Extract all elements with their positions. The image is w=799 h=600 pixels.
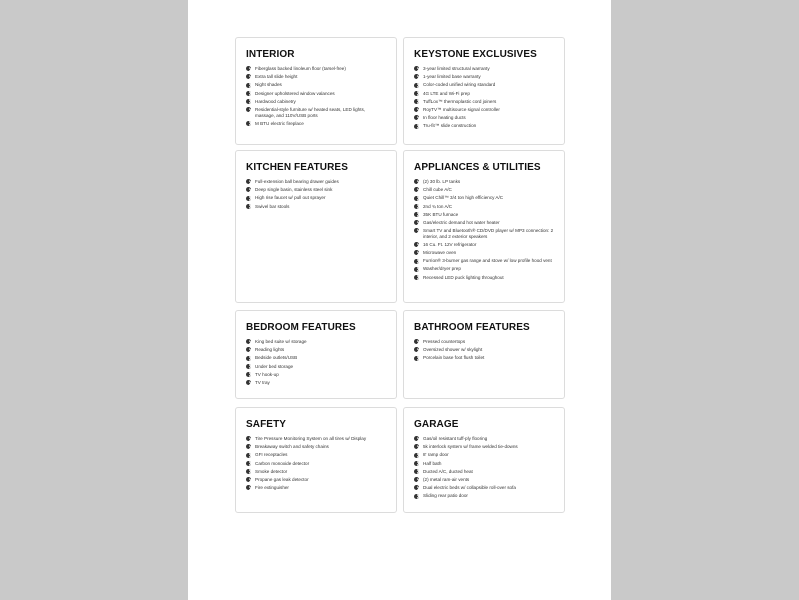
section-safety	[235, 407, 397, 513]
check-circle-icon	[414, 179, 419, 184]
list-item: Tru-fit™ slide construction	[414, 123, 554, 129]
check-circle-icon	[414, 356, 419, 361]
check-circle-icon	[246, 74, 251, 79]
list-item: Hardwood cabinetry	[246, 99, 386, 105]
list-item: High rise faucet w/ pull out sprayer	[246, 195, 386, 201]
list-item: Carbon monoxide detector	[246, 461, 386, 467]
check-circle-icon	[246, 477, 251, 482]
check-circle-icon	[246, 339, 251, 344]
list-item: 5k interlock system w/ frame welded tie-downs	[414, 444, 554, 450]
spec-sheet-page	[188, 0, 611, 600]
list-item: In floor heating ducts	[414, 115, 554, 121]
check-circle-icon	[414, 259, 419, 264]
section-title: BEDROOM FEATURES	[246, 322, 356, 333]
check-circle-icon	[414, 250, 419, 255]
check-circle-icon	[414, 339, 419, 344]
check-circle-icon	[414, 204, 419, 209]
list-item: King bed suite w/ storage	[246, 339, 386, 345]
list-item: TuffLox™ thermoplastic cord joiners	[414, 99, 554, 105]
feature-list	[414, 179, 554, 280]
list-item: 3-year limited structural warranty	[414, 66, 554, 72]
section-title: GARAGE	[414, 419, 459, 430]
check-circle-icon	[246, 372, 251, 377]
list-item: Reading lights	[246, 347, 386, 353]
check-circle-icon	[246, 204, 251, 209]
list-item: Propane gas leak detector	[246, 477, 386, 483]
section-bathroom-features	[403, 310, 565, 399]
section-title: BATHROOM FEATURES	[414, 322, 530, 333]
list-item: Microwave oven	[414, 250, 554, 256]
check-circle-icon	[414, 220, 419, 225]
check-circle-icon	[414, 267, 419, 272]
section-title: INTERIOR	[246, 49, 295, 60]
list-item: Residential-style furniture w/ heated seats, LED lights, massage, and 110V/USB ports	[246, 107, 386, 118]
check-circle-icon	[246, 364, 251, 369]
check-circle-icon	[414, 212, 419, 217]
section-bedroom-features	[235, 310, 397, 399]
list-item: 35K BTU furnace	[414, 212, 554, 218]
list-item: Gas/electric demand hot water heater	[414, 220, 554, 226]
list-item: Swivel bar stools	[246, 204, 386, 210]
list-item: Furrion® 3-burner gas range and stove w/ low profile hood vent	[414, 258, 554, 264]
check-circle-icon	[246, 453, 251, 458]
list-item: Quiet Chill™ 3/4 ton high efficiency A/C	[414, 195, 554, 201]
list-item: (2) 30 lb. LP tanks	[414, 179, 554, 185]
list-item: TV tray	[246, 380, 386, 386]
list-item: Bedside outlets/USB	[246, 355, 386, 361]
list-item: Pressed countertops	[414, 339, 554, 345]
list-item: GFI receptacles	[246, 452, 386, 458]
check-circle-icon	[246, 347, 251, 352]
section-title: SAFETY	[246, 419, 287, 430]
feature-list	[246, 339, 386, 386]
check-circle-icon	[414, 99, 419, 104]
check-circle-icon	[414, 107, 419, 112]
check-circle-icon	[414, 347, 419, 352]
check-circle-icon	[246, 91, 251, 96]
check-circle-icon	[414, 83, 419, 88]
list-item: M BTU electric fireplace	[246, 121, 386, 127]
list-item: Smoke detector	[246, 469, 386, 475]
list-item: 16 Cu. Ft. 12V refrigerator	[414, 242, 554, 248]
section-interior	[235, 37, 397, 145]
section-garage	[403, 407, 565, 513]
list-item: Extra tall slide height	[246, 74, 386, 80]
list-item: Fiberglass backed linoleum floor (tarsel-free)	[246, 66, 386, 72]
section-title: KEYSTONE EXCLUSIVES	[414, 49, 537, 60]
list-item: Washer/dryer prep	[414, 266, 554, 272]
list-item: 1-year limited base warranty	[414, 74, 554, 80]
check-circle-icon	[246, 83, 251, 88]
list-item: Dual electric beds w/ collapsible roll-over sofa	[414, 485, 554, 491]
check-circle-icon	[246, 380, 251, 385]
list-item: 8' ramp door	[414, 452, 554, 458]
check-circle-icon	[414, 436, 419, 441]
check-circle-icon	[414, 477, 419, 482]
list-item: Sliding rear patio door	[414, 493, 554, 499]
check-circle-icon	[414, 66, 419, 71]
feature-list	[246, 179, 386, 209]
check-circle-icon	[246, 485, 251, 490]
check-circle-icon	[246, 356, 251, 361]
check-circle-icon	[414, 453, 419, 458]
list-item: 4G LTE and Wi-Fi prep	[414, 91, 554, 97]
check-circle-icon	[414, 74, 419, 79]
list-item: Breakaway switch and safety chains	[246, 444, 386, 450]
feature-list	[246, 66, 386, 126]
check-circle-icon	[246, 66, 251, 71]
list-item: Recessed LED puck lighting throughout	[414, 275, 554, 281]
feature-list	[414, 66, 554, 129]
check-circle-icon	[414, 469, 419, 474]
check-circle-icon	[246, 187, 251, 192]
check-circle-icon	[414, 91, 419, 96]
check-circle-icon	[414, 494, 419, 499]
list-item: Tire Pressure Monitoring System on all tires w/ Display	[246, 436, 386, 442]
section-appliances-utilities	[403, 150, 565, 303]
check-circle-icon	[246, 99, 251, 104]
check-circle-icon	[414, 196, 419, 201]
check-circle-icon	[414, 461, 419, 466]
list-item: Smart TV and Bluetooth® CD/DVD player w/ MP3 connection: 2 interior, and 2 exterior speakers	[414, 228, 554, 239]
check-circle-icon	[246, 121, 251, 126]
list-item: Under bed storage	[246, 364, 386, 370]
list-item: Color-coded unified wiring standard	[414, 82, 554, 88]
section-kitchen-features	[235, 150, 397, 303]
list-item: Designer upholstered window valances	[246, 91, 386, 97]
list-item: Deep single basin, stainless steel sink	[246, 187, 386, 193]
feature-list	[246, 436, 386, 491]
list-item: Gas/oil resistant tuff-ply flooring	[414, 436, 554, 442]
check-circle-icon	[414, 124, 419, 129]
check-circle-icon	[414, 275, 419, 280]
check-circle-icon	[414, 444, 419, 449]
list-item: Half bath	[414, 461, 554, 467]
list-item: RoyTV™ multisource signal controller	[414, 107, 554, 113]
check-circle-icon	[414, 485, 419, 490]
list-item: Night shades	[246, 82, 386, 88]
feature-list	[414, 436, 554, 499]
list-item: Chill cube A/C	[414, 187, 554, 193]
check-circle-icon	[246, 107, 251, 112]
list-item: Porcelain base foot flush toilet	[414, 355, 554, 361]
check-circle-icon	[414, 115, 419, 120]
check-circle-icon	[414, 242, 419, 247]
feature-list	[414, 339, 554, 361]
list-item: (2) metal ram-air vents	[414, 477, 554, 483]
section-keystone-exclusives	[403, 37, 565, 145]
list-item: 2nd ¾ ton A/C	[414, 204, 554, 210]
list-item: Fire extinguisher	[246, 485, 386, 491]
check-circle-icon	[414, 187, 419, 192]
list-item: TV hook-up	[246, 372, 386, 378]
section-title: KITCHEN FEATURES	[246, 162, 348, 173]
check-circle-icon	[246, 196, 251, 201]
check-circle-icon	[246, 436, 251, 441]
check-circle-icon	[246, 444, 251, 449]
check-circle-icon	[246, 461, 251, 466]
check-circle-icon	[246, 469, 251, 474]
section-title: APPLIANCES & UTILITIES	[414, 162, 541, 173]
list-item: Ducted A/C, ducted heat	[414, 469, 554, 475]
check-circle-icon	[246, 179, 251, 184]
list-item: Oversized shower w/ skylight	[414, 347, 554, 353]
list-item: Full-extension ball bearing drawer guides	[246, 179, 386, 185]
check-circle-icon	[414, 228, 419, 233]
